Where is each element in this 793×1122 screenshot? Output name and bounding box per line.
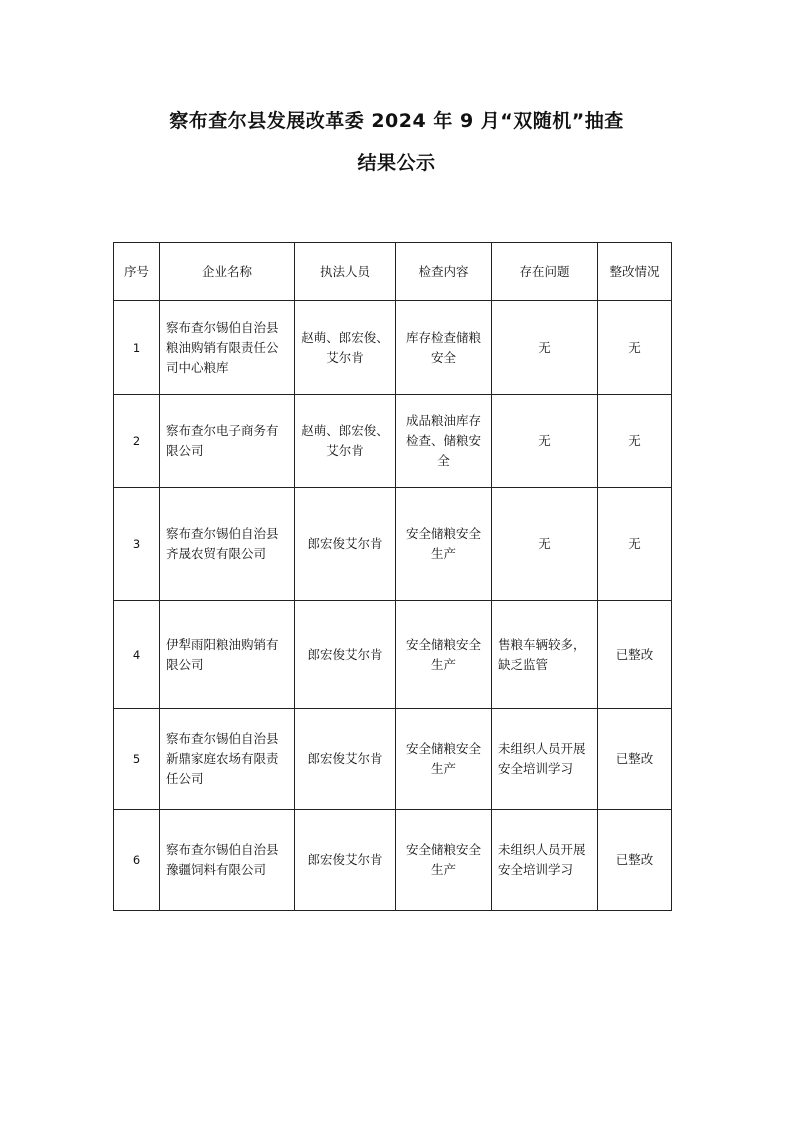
row-issues: 售粮车辆较多，缺乏监管 <box>492 601 598 709</box>
row-content: 安全储粮安全生产 <box>396 601 492 709</box>
row-issues: 无 <box>492 301 598 395</box>
row-rectification: 无 <box>598 395 672 488</box>
table-row <box>114 601 672 709</box>
row-issues: 无 <box>492 488 598 601</box>
row-seq: 3 <box>114 488 160 601</box>
document-subtitle: 结果公示 <box>357 152 436 174</box>
row-seq: 5 <box>114 709 160 810</box>
table-row <box>114 810 672 911</box>
row-officers: 郎宏俊艾尔肯 <box>295 488 396 601</box>
row-rectification: 无 <box>598 301 672 395</box>
row-rectification: 已整改 <box>598 709 672 810</box>
row-company: 察布查尔锡伯自治县粮油购销有限责任公司中心粮库 <box>160 301 295 395</box>
row-seq: 2 <box>114 395 160 488</box>
row-content: 安全储粮安全生产 <box>396 709 492 810</box>
header-rectification: 整改情况 <box>598 243 672 301</box>
row-issues: 未组织人员开展安全培训学习 <box>492 810 598 911</box>
row-company: 察布查尔电子商务有限公司 <box>160 395 295 488</box>
table-row <box>114 301 672 395</box>
results-table <box>113 242 672 911</box>
row-issues: 未组织人员开展安全培训学习 <box>492 709 598 810</box>
row-company: 察布查尔锡伯自治县齐晟农贸有限公司 <box>160 488 295 601</box>
row-content: 成品粮油库存检查、储粮安全 <box>396 395 492 488</box>
row-issues: 无 <box>492 395 598 488</box>
row-rectification: 无 <box>598 488 672 601</box>
row-officers: 赵萌、郎宏俊、艾尔肯 <box>295 395 396 488</box>
header-company: 企业名称 <box>160 243 295 301</box>
row-content: 安全储粮安全生产 <box>396 810 492 911</box>
header-seq: 序号 <box>114 243 160 301</box>
row-officers: 郎宏俊艾尔肯 <box>295 709 396 810</box>
table-row <box>114 488 672 601</box>
row-officers: 郎宏俊艾尔肯 <box>295 810 396 911</box>
document-title: 察布查尔县发展改革委 2024 年 9 月“双随机”抽查 <box>169 110 624 132</box>
row-rectification: 已整改 <box>598 810 672 911</box>
header-officers: 执法人员 <box>295 243 396 301</box>
table-row <box>114 709 672 810</box>
row-company: 察布查尔锡伯自治县新鼎家庭农场有限责任公司 <box>160 709 295 810</box>
row-content: 库存检查储粮安全 <box>396 301 492 395</box>
header-content: 检查内容 <box>396 243 492 301</box>
row-seq: 4 <box>114 601 160 709</box>
row-seq: 1 <box>114 301 160 395</box>
row-rectification: 已整改 <box>598 601 672 709</box>
row-officers: 赵萌、郎宏俊、艾尔肯 <box>295 301 396 395</box>
row-seq: 6 <box>114 810 160 911</box>
row-officers: 郎宏俊艾尔肯 <box>295 601 396 709</box>
row-company: 伊犁雨阳粮油购销有限公司 <box>160 601 295 709</box>
header-issues: 存在问题 <box>492 243 598 301</box>
table-row <box>114 395 672 488</box>
table-header-row <box>114 243 672 301</box>
row-content: 安全储粮安全生产 <box>396 488 492 601</box>
row-company: 察布查尔锡伯自治县豫疆饲料有限公司 <box>160 810 295 911</box>
